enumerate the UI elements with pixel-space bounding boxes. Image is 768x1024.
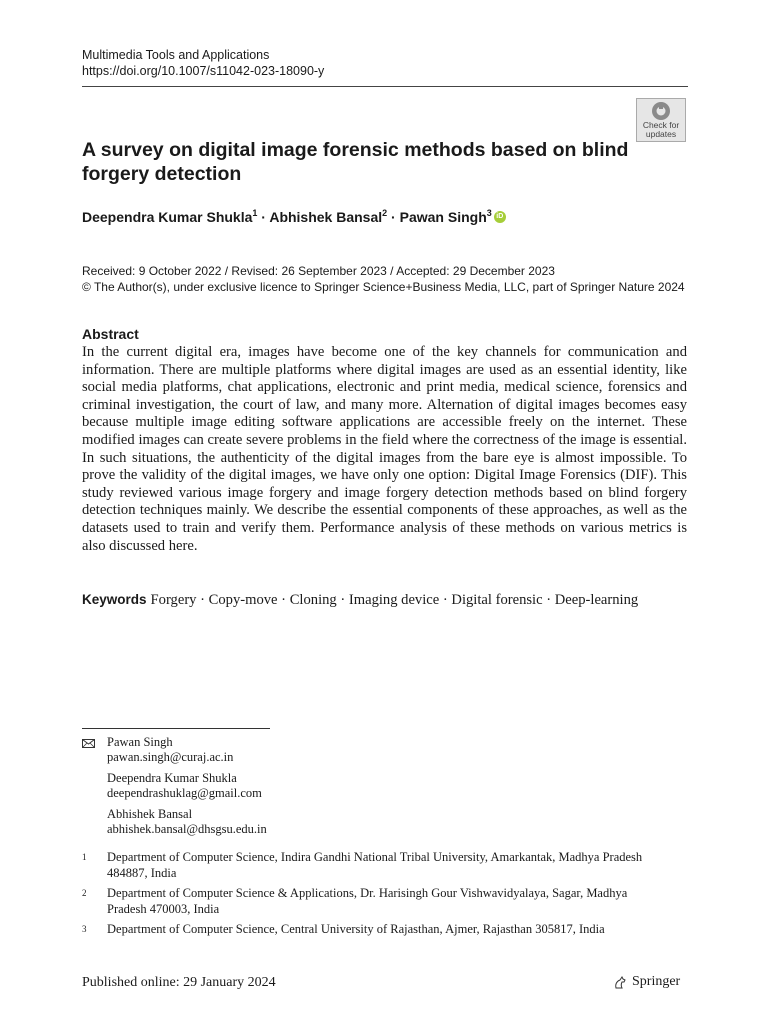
- contact-name: Abhishek Bansal: [107, 807, 193, 821]
- keywords-heading: Keywords: [82, 592, 147, 607]
- contact-email[interactable]: deependrashuklag@gmail.com: [107, 786, 262, 800]
- doi-link[interactable]: https://doi.org/10.1007/s11042-023-18090-y: [82, 64, 325, 78]
- author-name[interactable]: Pawan Singh: [399, 209, 487, 225]
- contact-email[interactable]: pawan.singh@curaj.ac.in: [107, 750, 234, 764]
- springer-label: Springer: [632, 974, 681, 989]
- affiliation-text: Department of Computer Science, Central University of Rajasthan, Ajmer, Rajasthan 305817, India: [107, 922, 605, 936]
- abstract-text: In the current digital era, images have become one of the key channels for communication and information. There are multiple platforms where digital images are used as an essential identity, like social media platforms, chat applications, electronic and print media, medical science, forensics and criminal investigation, the court of law, and many more. Alternation of digital images becomes easy because multiple image editing software applications are accessible freely on the internet. These modified images can create severe problems in the field where the correctness of the image is essential. In such situations, the authenticity of the digital images from the bare eye is almost impossible. To prove the validity of the digital images, we have only one option: Digital Image Forensics (DIF). This study reviewed various image forgery and image forgery detection methods based on blind forgery detection techniques mainly. We describe the essential components of these approaches, as well as the datasets used to train and verify them. Performance analysis of these methods on various metrics is also discussed here.: [82, 344, 687, 554]
- author-list: [82, 208, 506, 225]
- contact-email[interactable]: abhishek.bansal@dhsgsu.edu.in: [107, 822, 267, 836]
- author-affiliation-mark: 2: [382, 208, 388, 218]
- affiliation-number: 3: [82, 924, 87, 934]
- journal-name: Multimedia Tools and Applications: [82, 48, 270, 62]
- keywords-list: Forgery · Copy-move · Cloning · Imaging device · Digital forensic · Deep-learning: [150, 592, 639, 608]
- author-separator: ·: [387, 209, 400, 225]
- author-affiliation-mark: 1: [252, 208, 258, 218]
- author-separator: ·: [257, 209, 270, 225]
- envelope-icon: [82, 739, 95, 748]
- abstract-heading: Abstract: [82, 326, 139, 342]
- footnote-rule: [82, 728, 270, 729]
- copyright-notice: © The Author(s), under exclusive licence to Springer Science+Business Media, LLC, part of Springer Nature 2024: [82, 280, 685, 294]
- affiliation-text: Department of Computer Science & Applications, Dr. Harisingh Gour Vishwavidyalaya, Sagar, Madhya Pradesh 470003, India: [107, 886, 628, 916]
- article-dates: Received: 9 October 2022 / Revised: 26 September 2023 / Accepted: 29 December 2023: [82, 264, 555, 278]
- springer-logo[interactable]: [612, 974, 680, 990]
- affiliation-number: 1: [82, 852, 87, 862]
- author-affiliation-mark: 3: [486, 208, 492, 218]
- author-name[interactable]: Deependra Kumar Shukla: [82, 209, 253, 225]
- contact-name: Pawan Singh: [107, 735, 173, 749]
- contact-name: Deependra Kumar Shukla: [107, 771, 237, 785]
- affiliation-text: Department of Computer Science, Indira Gandhi National Tribal University, Amarkantak, Madhya Pradesh 484887, India: [107, 850, 643, 880]
- check-updates-line2: updates: [645, 129, 677, 139]
- header-rule: [82, 86, 688, 87]
- check-updates-icon: [651, 101, 671, 121]
- check-updates-line1: Check for: [642, 120, 680, 130]
- keywords-section: [82, 591, 687, 609]
- check-for-updates-badge[interactable]: [636, 98, 686, 142]
- springer-horse-icon: [612, 974, 628, 990]
- affiliation-number: 2: [82, 888, 87, 898]
- article-title: A survey on digital image forensic methods based on blind forgery detection: [82, 139, 629, 185]
- orcid-icon[interactable]: iD: [494, 211, 506, 223]
- published-date: Published online: 29 January 2024: [82, 975, 276, 990]
- author-name[interactable]: Abhishek Bansal: [269, 209, 383, 225]
